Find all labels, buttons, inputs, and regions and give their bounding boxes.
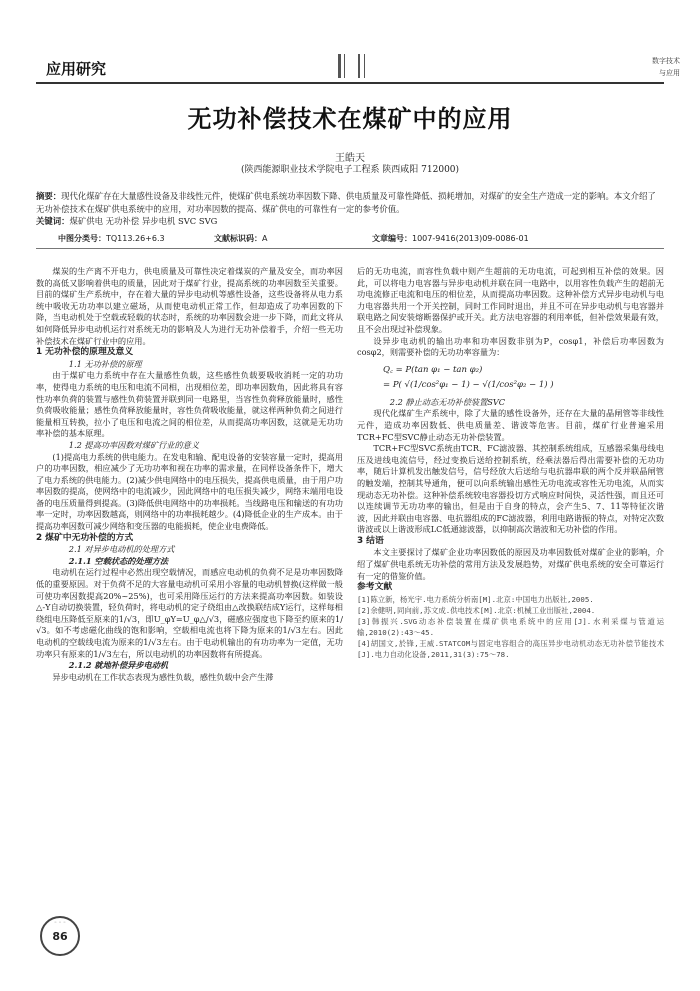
abstract [36,190,664,228]
section-heading: 3 结语 [357,535,384,546]
paper-title: 无功补偿技术在煤矿中的应用 [187,105,513,133]
keywords-label: 关键词： [36,216,70,226]
author: 王皓天 [335,153,365,164]
reference-item: [1]陈立新，杨光宇.电力系统分析南[M].北京:中国电力出版社,2005. [357,594,594,604]
clc-number: 中图分类号：TQ113.26+6.3 [58,234,165,243]
journal-name-line2: 与应用 [659,69,680,77]
subsection-heading: 1.2 提高功率因数对煤矿行业的意义 [68,439,200,450]
abstract-text: 现代化煤矿存在大量感性设备及非线性元件，使煤矿供电系统功率因数下降、供电质量及可靠性降低、损耗增加，对煤矿的安全生产造成一定的影响。本文介绍了无功补偿技术在煤矿供电系统中的应用，对功率因数的提高、煤矿供电的可靠性有一定的参考价值。 [36,191,656,214]
journal-name-line1: 数字技术 [652,57,680,65]
references-heading: 参考文献 [357,582,393,593]
formula-line-1: Q꜀ = P(tan φ₁ − tan φ₂) [383,364,483,375]
page-number-badge [40,916,80,956]
subsection-heading: 2.1 对异步电动机的处理方式 [68,544,175,555]
paragraph: 煤炭的生产离不开电力，供电质量及可靠性决定着煤炭的产量及安全，而功率因数的高低又影响着供电的质量，因此对于煤矿行业，提高系统的功率因数至关重要。目前的煤矿生产系统中，存在着大量的异步电动机等感性设备，这些设备将从电力系统中吸收无功功率以建立磁场，从而使电动机正常工作，但却造成了功率因数的下降，当电动机处于空载或轻载的状态时，系统的功率因数会进一步下降，而此文将从如何降低异步电动机运行对系统无功的影响及人为进行无功补偿着手，介绍一些无功补偿技术在煤矿行业中的应用。 [36,266,343,346]
page-number: 86 [52,930,68,943]
paragraph: 本文主要探讨了煤矿企业功率因数低的原因及功率因数低对煤矿企业的影响，介绍了煤矿供电系统无功补偿的常用方法及发展趋势，对煤矿供电系统的安全可靠运行有一定的借鉴价值。 [357,547,664,581]
reference-item: [4]胡国文,於锋,王威.STATCOM与固定电容组合的高压异步电动机动态无功补偿节能技术[J].电力自动化设备,2011,31(3):75～78. [357,638,664,659]
paragraph: 设异步电动机的输出功率和功率因数非别为P，cosφ1，补偿后功率因数为cosφ2，则需要补偿的无功功率容量为： [357,335,664,358]
paragraph: 后的无功电流，而容性负载中则产生超前的无功电流，可起到相互补偿的效果。因此，可以将电力电容器与异步电动机并联在同一电路中，以用容性负载产生的超前无功电流修正电流和电压的相位差，从而提高功率因数。这种补偿方式异步电动机与电力电容器共用一个开关控制，同时工作同时退出，并且不可在异步电动机与电容器并联电路之间安装熔断器保护或开关。此方法电容器的利用率低，但补偿效果最有效，且不会出现过补偿现象。 [357,266,664,334]
paragraph: 异步电动机在工作状态表现为感性负载，感性负载中会产生滞 [52,671,274,682]
subsubsection-heading: 2.1.1 空载状态的处理方法 [68,555,169,566]
subsection-heading: 2.2 静止动态无功补偿装置SVC [389,396,506,407]
right-column [357,266,664,660]
section-heading: 1 无功补偿的原理及意义 [36,347,134,358]
reference-item: [3]韩振兴.SVG动态补偿装置在煤矿供电系统中的应用[J].水利采煤与管道运输,2010(2):43～45. [357,616,664,637]
paragraph: 由于煤矿电力系统中存在大量感性负载，这些感性负载要吸收消耗一定的功功率，使得电力系统的电压和电流不同相，出现相位差，即功率因数角，因此将具有容性功率负荷的装置与感性负荷装置并联到同一电路里，当容性负荷释放能量时，感性负荷吸收能量；感性负荷释放能量时，容性负荷吸收能量，就这样两种负荷之间进行能量相互转换，拉小了电压和电流之间的相位差，从而提高功率因数，这就是无功功率补偿的基本原理。 [36,370,343,439]
divider [36,248,664,249]
formula-line-2: = P( √(1/cos²φ₁ − 1) − √(1/cos²φ₂ − 1) ) [383,379,554,390]
document-code: 文献标识码：A [214,234,268,243]
header-rule [36,82,664,84]
journal-logo [606,54,686,82]
article-number: 文章编号：1007-9416(2013)09-0086-01 [372,234,529,243]
paragraph: 现代化煤矿生产系统中，除了大量的感性设备外，还存在大量的晶闸管等非线性元件，造成功率因数低、供电质量差、谐波等危害。目前，煤矿行业普遍采用TCR+FC型SVC静止动态无功补偿装置。 [357,408,664,442]
paragraph: 电动机在运行过程中必然出现空载情况，而感应电动机的负荷不足是功率因数降低的重要原因。对于负荷不足的大容量电动机可采用小容量的电动机替换(这样做一般可使功率因数提高20%~25%)，也可采用降压运行的方法来提高功率因数。如装设△-Y自动切换装置，轻负荷时，将电动机的定子绕组由△改换联结成Y运行，这样每相绕组电压降低至原来的1/√3，即U_φY=U_φ△/√3，磁感应强度也下降至约原来的1/√3。如不考虑磁化曲线的饱和影响，空载相电流也将下降为原来的1/√3左右。因此电动机的空载线电流为原来的1/√3左右。由于电动机输出的有功功率为一定值，无功功率只有原来的1/√3左右，所以电动机的功率因数将有所提高。 [36,567,343,659]
header-decoration [338,54,398,78]
subsubsection-heading: 2.1.2 就地补偿异步电动机 [68,660,169,671]
paragraph: TCR+FC型SVC系统由TCR、FC滤波器、其控制系统组成，互感器采集母线电压及进线电流信号，经过变换后送给控制系统，经乘法器后得出需要补偿的无功功率，随后计算机发出触发信号，信号经放大后送给与电抗器串联的两个反并联晶闸管的触发端，控制其导通角，便可以向系统输出感性无功电流或容性无功电流，从而实现动态无功补偿。这种补偿系统较电容器投切方式响应时间快，灵活性强，而且还可以连续调节无功功率的输出，但是由于自身的特点，会产生5、7、11等特征次谐波，因此并联由电容器、电抗器组成的FC滤波器，利用电路谐振的特点，对特定次数谐波或以上谐波形成LC低通滤波器，以抑制高次谐波和无功补偿的作用。 [357,443,664,535]
abstract-label: 摘要： [36,191,62,201]
badge-ring-icon: ◦ ◦ ◦ [53,920,67,926]
running-header [36,56,680,80]
subsection-heading: 1.1 无功补偿的原理 [68,358,142,369]
affiliation: (陕西能源职业技术学院电子工程系 陕西咸阳 712000) [240,165,460,175]
section-label: 应用研究 [46,60,107,78]
reference-list [357,594,664,660]
paragraph: (1)提高电力系统的供电能力。在发电和输、配电设备的安装容量一定时，提高用户的功率因数，相应减少了无功功率和视在功率的需求量，在同样设备条件下，增大了电力系统的供电能力。(2)减少供电网络中的电压损失，提高供电质量，由于用户功率因数的提高，使网络中的电流减少，因此网络中的电压损失减少，网络末端用电设备的电压质量得到提高。(3)降低供电网络中的功率损耗。当线路电压和输送的有功功率一定时，功率因数越高，则网络中的功率损耗越少。(4)降低企业的生产成本。由于提高功率因数可减少网络和变压器的电能损耗，使企业电费降低。 [36,451,343,532]
reference-item: [2]余健明,同向前,苏文成.供电技术[M].北京:机械工业出版社,2004. [357,605,596,615]
left-column [36,266,343,683]
keywords: 煤矿供电 无功补偿 异步电机 SVC SVG [69,216,218,226]
section-heading: 2 煤矿中无功补偿的方式 [36,532,134,543]
formula [383,363,664,393]
